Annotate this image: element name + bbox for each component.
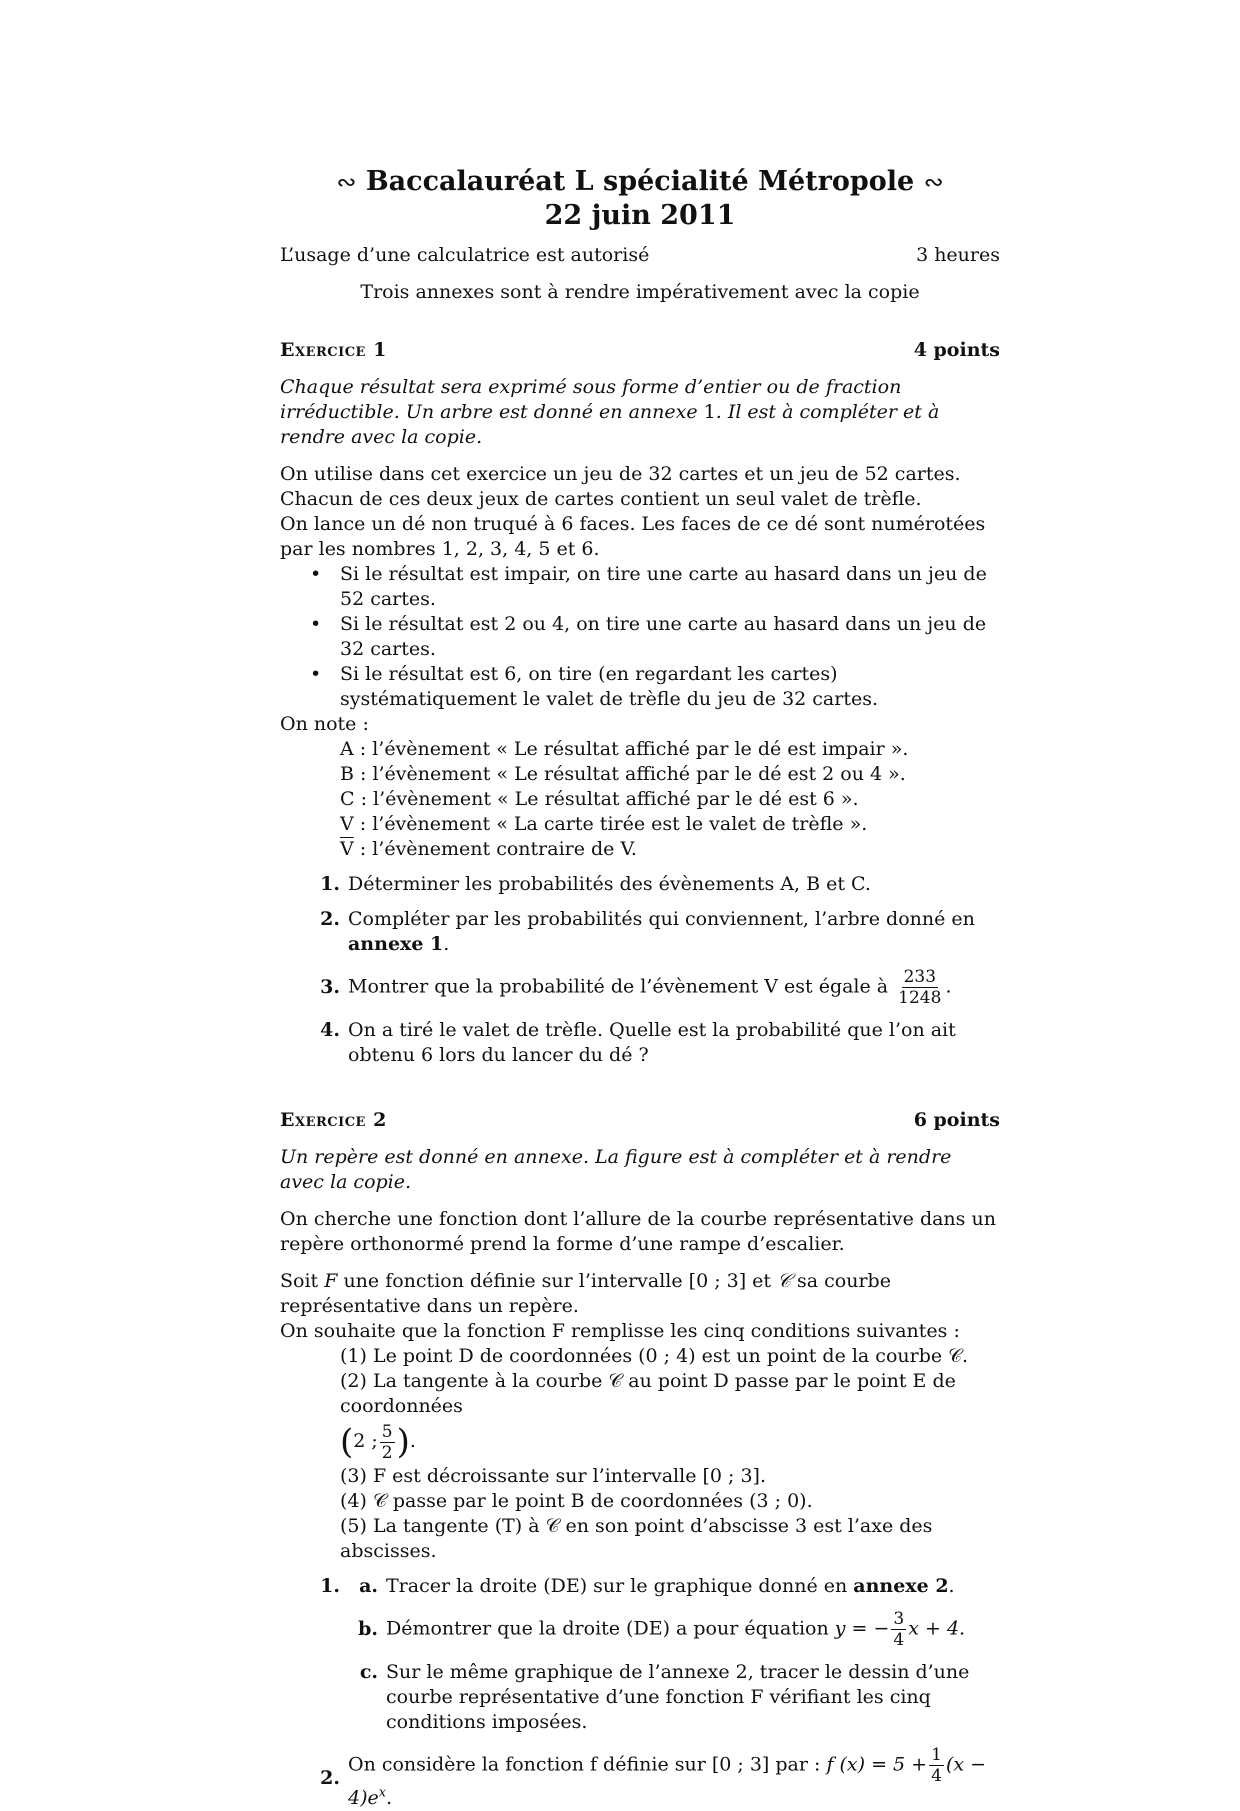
ex2-question-1a: a. Tracer la droite (DE) sur le graphique donné en annexe 2. [359,1575,955,1597]
exercise-1-points: 4 points [913,339,1000,361]
exercise-2-header [280,1108,1000,1133]
ex2-question-1c: c. Sur le même graphique de l’annexe 2, tracer le dessin d’une courbe représentative d’une fonction F vérifiant les cinq conditions imposées. [359,1661,970,1733]
ornament-left-icon: ∾ [336,168,357,196]
duration: 3 heures [916,244,1000,266]
ex1-note-label: On note : [280,713,369,735]
condition-3: (3) F est décroissante sur l’intervalle [0 ; 3]. [340,1465,766,1487]
ex1-paragraph-3: On lance un dé non truqué à 6 faces. Les faces de ce dé sont numérotées par les nombres 1, 2, 3, 4, 5 et 6. [280,513,986,560]
list-item: • Si le résultat est 6, on tire (en regardant les cartes) systématiquement le valet de trèfle du jeu de 32 cartes. [340,662,1000,712]
page-title [280,165,1000,199]
event-v: V : l’évènement « La carte tirée est le valet de trèfle ». [340,813,868,835]
ex1-paragraph-2: Chacun de ces deux jeux de cartes contient un seul valet de trèfle. [280,488,922,510]
event-b: B : l’évènement « Le résultat affiché par le dé est 2 ou 4 ». [340,763,906,785]
condition-2-point: (2 ; $\frac{5}{2}$ ). [340,1421,416,1463]
exercise-2-points: 6 points [913,1109,1000,1131]
fraction-233-1248: $\frac{233}{1248}$ [898,967,942,1008]
exam-date: 22 juin 2011 [544,200,736,231]
exercise-1-header [280,338,1000,363]
annexes-note: Trois annexes sont à rendre impérativement avec la copie [360,281,920,303]
event-a: A : l’évènement « Le résultat affiché par le dé est impair ». [340,738,909,760]
ex2-conditions [280,1344,1000,1564]
ex1-events [280,737,1000,862]
exercise-1-label: Exercice 1 [280,339,387,361]
ex1-question-1: 1. Déterminer les probabilités des évènements A, B et C. [320,873,871,895]
ex2-question-1b: b. Démontrer que la droite (DE) a pour équation y = − $\frac{3}{4}$ x + 4. [358,1609,966,1650]
ex1-question-3: 3. Montrer que la probabilité de l’évènement V est égale à $\frac{233}{1248}$ . [320,967,952,1008]
condition-2: (2) La tangente à la courbe 𝒞 au point D passe par le point E de coordonnées [340,1370,956,1417]
exercise-2-label: Exercice 2 [280,1109,387,1131]
condition-1: (1) Le point D de coordonnées (0 ; 4) est un point de la courbe 𝒞. [340,1345,969,1367]
ex1-question-2: 2. Compléter par les probabilités qui conviennent, l’arbre donné en annexe 1. [320,908,975,955]
exam-info-row [280,243,1000,268]
calculator-note: L’usage d’une calculatrice est autorisé [280,244,650,266]
list-item: • Si le résultat est impair, on tire une carte au hasard dans un jeu de 52 cartes. [340,562,1000,612]
ex2-paragraph-1: On cherche une fonction dont l’allure de la courbe représentative dans un repère orthonormé prend la forme d’une rampe d’escalier. [280,1208,996,1255]
page [280,165,1000,1811]
ex2-paragraph-3: On souhaite que la fonction F remplisse les cinq conditions suivantes : [280,1320,960,1342]
list-item: • Si le résultat est 2 ou 4, on tire une carte au hasard dans un jeu de 32 cartes. [340,612,1000,662]
ex1-paragraph-1: On utilise dans cet exercice un jeu de 32 cartes et un jeu de 52 cartes. [280,463,961,485]
condition-4: (4) 𝒞 passe par le point B de coordonnées (3 ; 0). [340,1490,813,1512]
exercise-2-intro: Un repère est donné en annexe. La figure est à compléter et à rendre avec la copie. [280,1146,952,1193]
event-v-bar: $\overline{V}$ : l’évènement contraire de V. [340,838,637,860]
event-c: C : l’évènement « Le résultat affiché par le dé est 6 ». [340,788,859,810]
ex2-paragraph-2: Soit F une fonction définie sur l’intervalle [0 ; 3] et 𝒞 sa courbe représentative dans un repère. [280,1270,891,1317]
ex1-question-4: 4. On a tiré le valet de trèfle. Quelle est la probabilité que l’on ait obtenu 6 lors du lancer du dé ? [320,1019,956,1066]
exercise-1-intro: Chaque résultat sera exprimé sous forme d’entier ou de fraction irréductible. Un arbre est donné en annexe 1. Il est à compléter et à rendre avec la copie. [280,376,940,448]
ex2-question-2: 2. On considère la fonction f définie sur [0 ; 3] par : f (x) = 5 + $\frac{1}{4}$ $(x - 4)e^x$. [320,1745,987,1809]
ornament-right-icon: ∾ [923,168,944,196]
ex2-question-1: 1. a. Tracer la droite (DE) sur le graphique donné en annexe 2. b. Démontrer que la droite (DE) a pour équation y = − $\frac{3}{4}$ x + 4. c. Sur le même graphique de l’annexe 2, tracer le dessin d’une courbe représentative d’une fonction F vérifiant les cinq conditions imposées. [280,1574,1000,1735]
title-text: Baccalauréat L spécialité Métropole [365,166,915,197]
condition-5: (5) La tangente (T) à 𝒞 en son point d’abscisse 3 est l’axe des abscisses. [340,1515,933,1562]
ex1-bullet-list [280,562,1000,712]
